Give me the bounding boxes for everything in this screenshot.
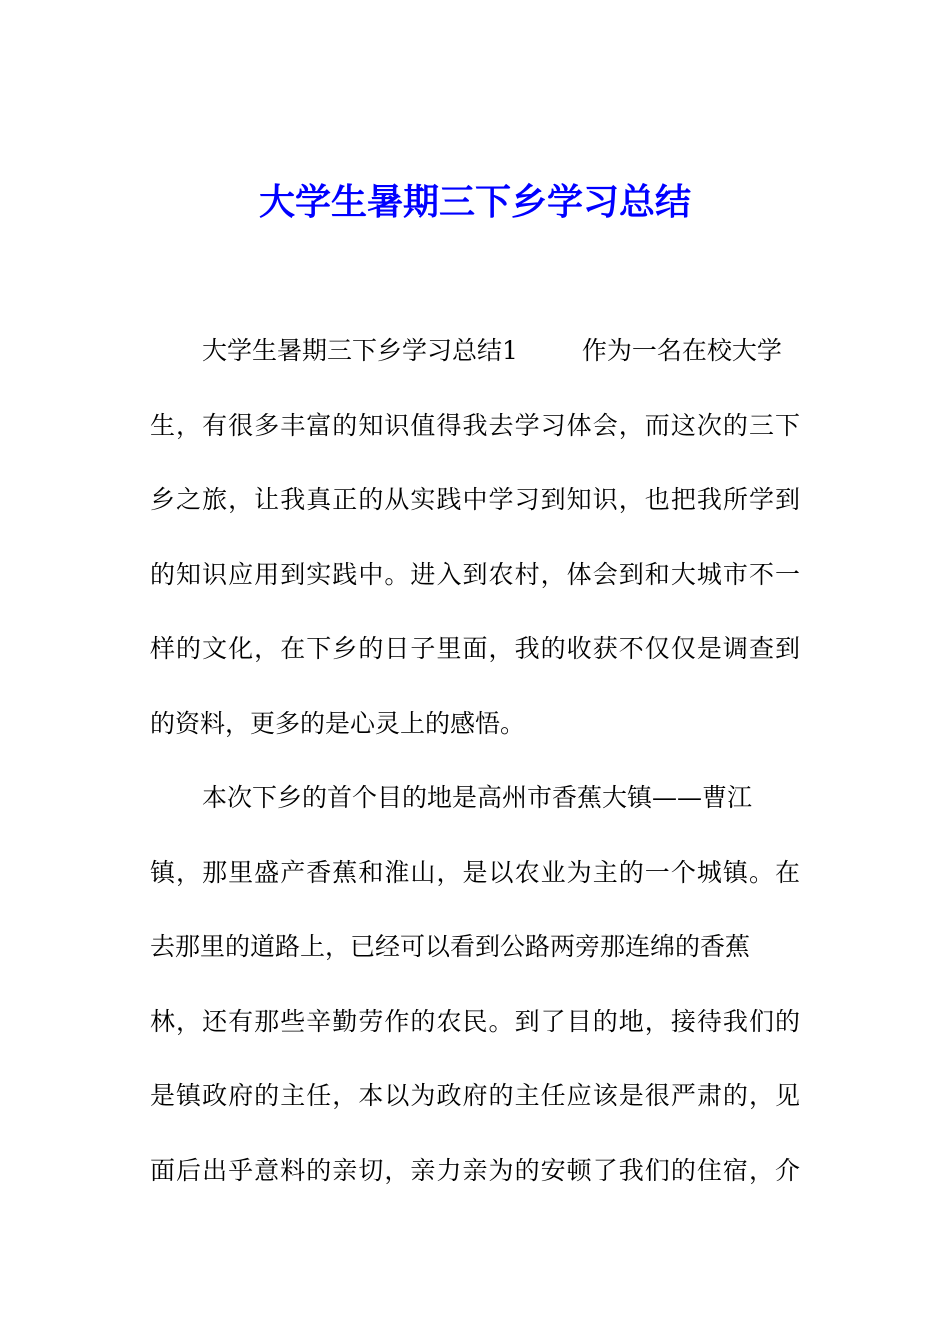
paragraph-line: 乡之旅，让我真正的从实践中学习到知识，也把我所学到 — [150, 485, 800, 514]
paragraph-line: 去那里的道路上，已经可以看到公路两旁那连绵的香蕉 — [150, 932, 751, 961]
paragraph-line: 本次下乡的首个目的地是高州市香蕉大镇——曹江 — [202, 783, 753, 812]
paragraph-line — [202, 331, 800, 371]
paragraph-line: 的知识应用到实践中。进入到农村，体会到和大城市不一 — [150, 560, 800, 589]
document-title: 大学生暑期三下乡学习总结 — [258, 182, 691, 223]
section-heading-inline: 大学生暑期三下乡学习总结1 — [202, 336, 518, 365]
paragraph-line: 面后出乎意料的亲切，亲力亲为的安顿了我们的住宿，介 — [150, 1156, 800, 1185]
paragraph-line: 林，还有那些辛勤劳作的农民。到了目的地，接待我们的 — [150, 1007, 800, 1036]
paragraph-line: 的资料，更多的是心灵上的感悟。 — [150, 709, 526, 738]
paragraph-text: 作为一名在校大学 — [581, 336, 782, 365]
paragraph-line: 镇，那里盛产香蕉和淮山，是以农业为主的一个城镇。在 — [150, 858, 800, 887]
paragraph-line: 是镇政府的主任，本以为政府的主任应该是很严肃的，见 — [150, 1081, 800, 1110]
paragraph-line: 生，有很多丰富的知识值得我去学习体会，而这次的三下 — [150, 411, 800, 440]
paragraph-line: 样的文化，在下乡的日子里面，我的收获不仅仅是调查到 — [150, 634, 800, 663]
